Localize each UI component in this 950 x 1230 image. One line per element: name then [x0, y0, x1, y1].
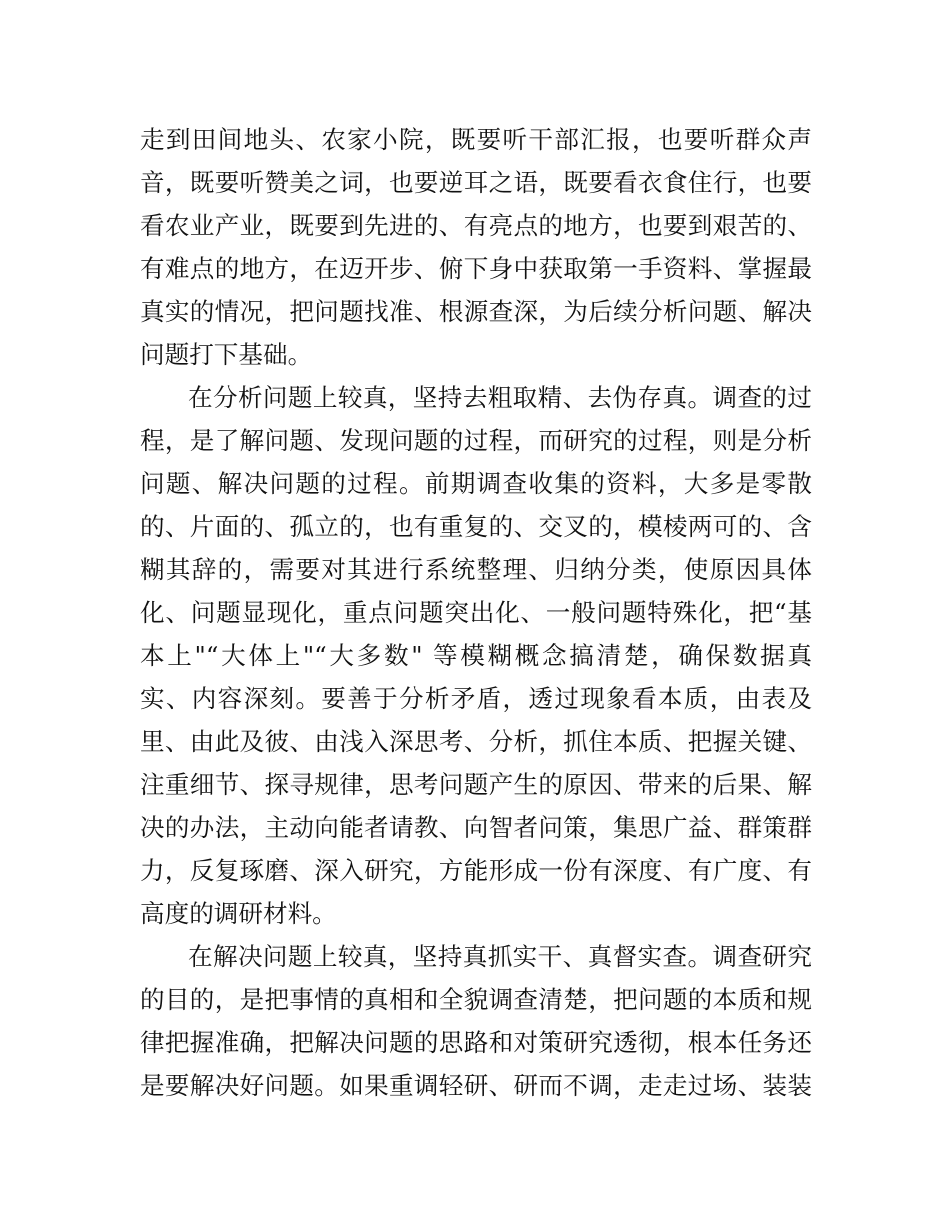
text-line: 走到田间地头、农家小院，既要听干部汇报，也要听群众声: [140, 125, 812, 154]
text-line: 在解决问题上较真，坚持真抓实干、真督实查。调查研究: [188, 942, 812, 971]
text-line: 实、内容深刻。要善于分析矛盾，透过现象看本质，由表及: [140, 684, 812, 713]
text-line: 的、片面的、孤立的，也有重复的、交叉的，模棱两可的、含: [140, 512, 812, 541]
text-line: 高度的调研材料。: [140, 899, 337, 928]
text-line: 音，既要听赞美之词，也要逆耳之语，既要看衣食住行，也要: [140, 168, 812, 197]
text-line: 本上"“大体上"“大多数" 等模糊概念搞清楚，确保数据真: [140, 641, 812, 670]
text-line: 是要解决好问题。如果重调轻研、研而不调，走走过场、装装: [140, 1071, 812, 1100]
text-line: 里、由此及彼、由浅入深思考、分析，抓住本质、把握关键、: [140, 727, 812, 756]
text-line: 程，是了解问题、发现问题的过程，而研究的过程，则是分析: [140, 426, 812, 455]
text-line: 问题、解决问题的过程。前期调查收集的资料，大多是零散: [140, 469, 812, 498]
text-line: 力，反复琢磨、深入研究，方能形成一份有深度、有广度、有: [140, 856, 812, 885]
text-line: 注重细节、探寻规律，思考问题产生的原因、带来的后果、解: [140, 770, 812, 799]
text-line: 化、问题显现化，重点问题突出化、一般问题特殊化，把“基: [140, 598, 812, 627]
text-line: 决的办法，主动向能者请教、向智者问策，集思广益、群策群: [140, 813, 812, 842]
text-line: 糊其辞的，需要对其进行系统整理、归纳分类，使原因具体: [140, 555, 812, 584]
text-line: 律把握准确，把解决问题的思路和对策研究透彻，根本任务还: [140, 1028, 812, 1057]
text-line: 在分析问题上较真，坚持去粗取精、去伪存真。调查的过: [188, 383, 812, 412]
text-line: 真实的情况，把问题找准、根源查深，为后续分析问题、解决: [140, 297, 812, 326]
text-line: 有难点的地方，在迈开步、俯下身中获取第一手资料、掌握最: [140, 254, 812, 283]
text-line: 的目的，是把事情的真相和全貌调查清楚，把问题的本质和规: [140, 985, 812, 1014]
text-line: 看农业产业，既要到先进的、有亮点的地方，也要到艰苦的、: [140, 211, 812, 240]
body-text: [140, 118, 812, 1107]
text-line: 问题打下基础。: [140, 340, 313, 369]
